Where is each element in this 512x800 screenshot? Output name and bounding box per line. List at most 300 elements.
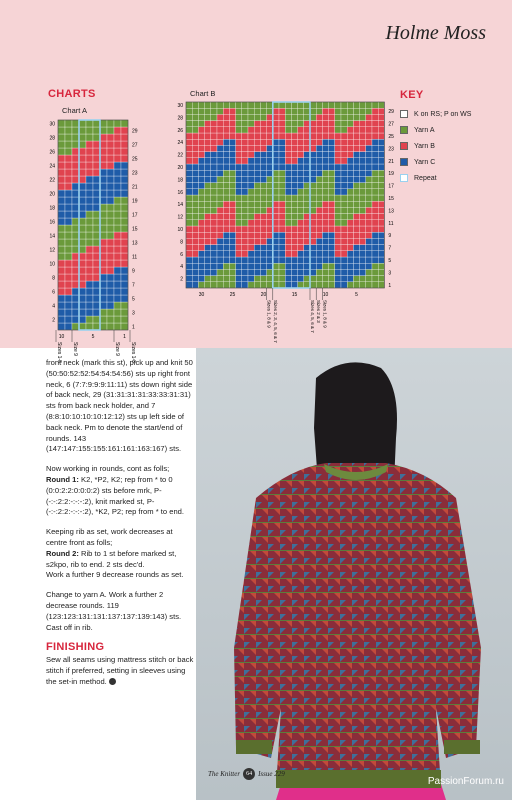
- chart-cell: [322, 183, 328, 189]
- chart-cell: [248, 183, 254, 189]
- chart-cell: [186, 121, 192, 127]
- chart-cell: [310, 189, 316, 195]
- chart-cell: [114, 225, 121, 232]
- chart-cell: [121, 323, 128, 330]
- chart-cell: [341, 127, 347, 133]
- chart-cell: [58, 183, 65, 190]
- chart-cell: [279, 263, 285, 269]
- chart-cell: [217, 269, 223, 275]
- chart-cell: [211, 282, 217, 288]
- chart-cell: [347, 276, 353, 282]
- chart-cell: [366, 121, 372, 127]
- chart-cell: [65, 148, 72, 155]
- chart-cell: [248, 214, 254, 220]
- chart-cell: [205, 282, 211, 288]
- chart-cell: [86, 190, 93, 197]
- chart-cell: [242, 238, 248, 244]
- chart-cell: [353, 152, 359, 158]
- row-label-right: 15: [132, 226, 138, 233]
- chart-cell: [198, 269, 204, 275]
- chart-cell: [223, 195, 229, 201]
- chart-cell: [298, 133, 304, 139]
- chart-cell: [211, 145, 217, 151]
- chart-cell: [229, 114, 235, 120]
- chart-cell: [353, 121, 359, 127]
- chart-cell: [114, 218, 121, 225]
- chart-cell: [72, 323, 79, 330]
- chart-cell: [100, 295, 107, 302]
- chart-cell: [310, 176, 316, 182]
- chart-cell: [223, 257, 229, 263]
- chart-cell: [310, 139, 316, 145]
- chart-cell: [79, 134, 86, 141]
- chart-cell: [267, 102, 273, 108]
- chart-cell: [254, 220, 260, 226]
- chart-cell: [267, 214, 273, 220]
- row-label-right: 25: [132, 156, 138, 163]
- chart-cell: [304, 102, 310, 108]
- chart-cell: [65, 176, 72, 183]
- chart-cell: [366, 158, 372, 164]
- chart-cell: [360, 257, 366, 263]
- chart-cell: [360, 189, 366, 195]
- row-label-left: 14: [49, 233, 55, 240]
- row-label-left: 20: [49, 191, 55, 198]
- chart-cell: [192, 276, 198, 282]
- chart-cell: [378, 176, 384, 182]
- chart-cell: [186, 170, 192, 176]
- chart-cell: [236, 183, 242, 189]
- chart-cell: [248, 201, 254, 207]
- chart-cell: [353, 183, 359, 189]
- chart-cell: [298, 145, 304, 151]
- chart-cell: [65, 246, 72, 253]
- chart-cell: [211, 139, 217, 145]
- chart-cell: [186, 282, 192, 288]
- row-label-right: 11: [388, 220, 394, 227]
- chart-cell: [242, 127, 248, 133]
- chart-cell: [121, 197, 128, 204]
- chart-cell: [372, 263, 378, 269]
- chart-cell: [192, 238, 198, 244]
- chart-cell: [353, 189, 359, 195]
- chart-cell: [285, 245, 291, 251]
- chart-cell: [298, 102, 304, 108]
- chart-cell: [267, 114, 273, 120]
- chart-cell: [58, 288, 65, 295]
- chart-cell: [322, 164, 328, 170]
- chart-cell: [310, 170, 316, 176]
- chart-cell: [260, 164, 266, 170]
- chart-cell: [229, 257, 235, 263]
- chart-cell: [347, 201, 353, 207]
- chart-cell: [223, 276, 229, 282]
- chart-cell: [291, 114, 297, 120]
- chart-cell: [205, 276, 211, 282]
- chart-cell: [58, 197, 65, 204]
- chart-cell: [223, 201, 229, 207]
- chart-cell: [211, 257, 217, 263]
- chart-cell: [360, 220, 366, 226]
- chart-cell: [79, 169, 86, 176]
- chart-cell: [285, 257, 291, 263]
- row-label-left: 4: [180, 264, 183, 271]
- chart-cell: [360, 183, 366, 189]
- chart-cell: [378, 195, 384, 201]
- chart-cell: [121, 253, 128, 260]
- chart-cell: [260, 269, 266, 275]
- row-label-right: 9: [132, 268, 135, 275]
- row-label-right: 3: [132, 310, 135, 317]
- chart-cell: [267, 276, 273, 282]
- chart-cell: [335, 214, 341, 220]
- row-label-right: 25: [388, 133, 394, 140]
- chart-cell: [378, 276, 384, 282]
- chart-cell: [347, 226, 353, 232]
- row-label-right: 1: [132, 324, 135, 331]
- chart-cell: [347, 251, 353, 257]
- chart-cell: [223, 152, 229, 158]
- chart-cell: [329, 245, 335, 251]
- chart-cell: [205, 139, 211, 145]
- chart-cell: [353, 220, 359, 226]
- row-label-right: 21: [132, 184, 138, 191]
- chart-cell: [285, 170, 291, 176]
- chart-cell: [366, 176, 372, 182]
- page-number: 64: [243, 768, 255, 780]
- chart-cell: [322, 139, 328, 145]
- chart-cell: [285, 158, 291, 164]
- row-label-left: 14: [177, 202, 183, 209]
- chart-cell: [372, 158, 378, 164]
- chart-cell: [366, 245, 372, 251]
- chart-cell: [107, 246, 114, 253]
- chart-cell: [211, 245, 217, 251]
- chart-cell: [360, 207, 366, 213]
- chart-cell: [72, 309, 79, 316]
- chart-cell: [335, 108, 341, 114]
- chart-cell: [347, 207, 353, 213]
- chart-cell: [192, 127, 198, 133]
- chart-cell: [236, 102, 242, 108]
- chart-cell: [211, 127, 217, 133]
- chart-cell: [217, 114, 223, 120]
- chart-cell: [192, 282, 198, 288]
- chart-cell: [186, 269, 192, 275]
- chart-cell: [192, 108, 198, 114]
- row-label-left: 12: [177, 214, 183, 221]
- chart-cell: [72, 267, 79, 274]
- chart-cell: [248, 226, 254, 232]
- chart-cell: [86, 127, 93, 134]
- row-label-left: 24: [49, 163, 55, 170]
- chart-cell: [353, 102, 359, 108]
- chart-cell: [378, 183, 384, 189]
- chart-cell: [121, 134, 128, 141]
- chart-cell: [366, 189, 372, 195]
- chart-cell: [217, 121, 223, 127]
- paragraph-rounds: Now working in rounds, cont as folls; Round 1: K2, *P2, K2; rep from * to 0 (0:0:2:2:0:0:0:2) sts before mrk, P- (-:-:2:2:-:-:-:2), knit marked st, P- (-:-:2:2:-:-:-:2), *K2, P2; rep from * to end.: [46, 464, 185, 517]
- row-label-left: 26: [49, 149, 55, 156]
- chart-cell: [267, 232, 273, 238]
- chart-cell: [298, 201, 304, 207]
- chart-cell: [316, 251, 322, 257]
- chart-cell: [378, 201, 384, 207]
- chart-cell: [248, 257, 254, 263]
- chart-cell: [121, 218, 128, 225]
- chart-cell: [248, 220, 254, 226]
- chart-cell: [329, 207, 335, 213]
- chart-cell: [93, 281, 100, 288]
- chart-cell: [114, 309, 121, 316]
- col-label: 10: [58, 334, 65, 340]
- chart-cell: [316, 195, 322, 201]
- chart-cell: [114, 155, 121, 162]
- chart-cell: [316, 201, 322, 207]
- chart-cell: [236, 152, 242, 158]
- chart-cell: [304, 176, 310, 182]
- chart-cell: [378, 170, 384, 176]
- chart-cell: [335, 189, 341, 195]
- chart-cell: [217, 139, 223, 145]
- chart-cell: [86, 253, 93, 260]
- chart-cell: [322, 102, 328, 108]
- chart-cell: [114, 239, 121, 246]
- chart-cell: [248, 263, 254, 269]
- chart-cell: [223, 158, 229, 164]
- size-label: Sizes 2 & 3: [316, 300, 322, 323]
- red-swatch-icon: [400, 142, 408, 150]
- chart-cell: [316, 232, 322, 238]
- chart-cell: [79, 120, 86, 127]
- chart-cell: [378, 214, 384, 220]
- chart-cell: [186, 189, 192, 195]
- page-title: Holme Moss: [385, 22, 486, 44]
- chart-cell: [248, 102, 254, 108]
- chart-cell: [114, 176, 121, 183]
- chart-cell: [86, 176, 93, 183]
- chart-cell: [72, 211, 79, 218]
- chart-cell: [186, 158, 192, 164]
- chart-cell: [198, 121, 204, 127]
- chart-cell: [198, 282, 204, 288]
- row-label-left: 4: [52, 303, 55, 310]
- chart-cell: [79, 148, 86, 155]
- chart-cell: [205, 251, 211, 257]
- col-label: 15: [291, 292, 298, 298]
- chart-cell: [267, 207, 273, 213]
- chart-cell: [93, 218, 100, 225]
- chart-cell: [273, 282, 279, 288]
- chart-cell: [316, 164, 322, 170]
- chart-cell: [260, 127, 266, 133]
- chart-cell: [198, 245, 204, 251]
- chart-cell: [298, 176, 304, 182]
- chart-cell: [242, 276, 248, 282]
- chart-cell: [79, 183, 86, 190]
- chart-cell: [372, 220, 378, 226]
- chart-cell: [316, 176, 322, 182]
- chart-cell: [93, 253, 100, 260]
- chart-cell: [205, 183, 211, 189]
- chart-cell: [192, 232, 198, 238]
- chart-cell: [186, 183, 192, 189]
- chart-cell: [236, 207, 242, 213]
- col-label: 5: [91, 334, 95, 340]
- chart-cell: [192, 114, 198, 120]
- chart-cell: [236, 276, 242, 282]
- chart-cell: [93, 232, 100, 239]
- chart-cell: [211, 220, 217, 226]
- chart-cell: [273, 269, 279, 275]
- chart-cell: [335, 220, 341, 226]
- chart-cell: [353, 269, 359, 275]
- chart-cell: [273, 127, 279, 133]
- charts-heading: CHARTS: [48, 88, 96, 100]
- chart-cell: [192, 201, 198, 207]
- chart-cell: [360, 276, 366, 282]
- chart-cell: [72, 316, 79, 323]
- chart-cell: [353, 232, 359, 238]
- chart-cell: [65, 225, 72, 232]
- chart-cell: [347, 282, 353, 288]
- chart-cell: [310, 238, 316, 244]
- chart-cell: [114, 232, 121, 239]
- chart-cell: [107, 141, 114, 148]
- chart-cell: [347, 176, 353, 182]
- chart-cell: [211, 114, 217, 120]
- row-label-left: 16: [49, 219, 55, 226]
- chart-cell: [273, 207, 279, 213]
- chart-cell: [341, 139, 347, 145]
- chart-cell: [223, 139, 229, 145]
- chart-cell: [285, 102, 291, 108]
- row-label-left: 16: [177, 189, 183, 196]
- chart-cell: [248, 108, 254, 114]
- chart-cell: [372, 245, 378, 251]
- chart-cell: [65, 302, 72, 309]
- chart-cell: [205, 195, 211, 201]
- chart-cell: [198, 257, 204, 263]
- chart-cell: [114, 169, 121, 176]
- chart-cell: [304, 226, 310, 232]
- chart-cell: [114, 141, 121, 148]
- chart-cell: [291, 183, 297, 189]
- chart-cell: [107, 267, 114, 274]
- chart-cell: [192, 102, 198, 108]
- chart-cell: [236, 257, 242, 263]
- chart-cell: [341, 195, 347, 201]
- chart-b-grid: [168, 98, 394, 348]
- chart-cell: [267, 220, 273, 226]
- chart-cell: [372, 133, 378, 139]
- chart-cell: [329, 214, 335, 220]
- chart-cell: [192, 133, 198, 139]
- chart-cell: [254, 127, 260, 133]
- key-item-repeat: Repeat: [400, 174, 437, 182]
- chart-cell: [72, 134, 79, 141]
- chart-cell: [366, 145, 372, 151]
- chart-cell: [279, 232, 285, 238]
- chart-cell: [114, 267, 121, 274]
- chart-cell: [360, 121, 366, 127]
- chart-cell: [372, 251, 378, 257]
- chart-cell: [279, 164, 285, 170]
- chart-cell: [329, 257, 335, 263]
- chart-cell: [65, 295, 72, 302]
- chart-cell: [260, 158, 266, 164]
- chart-cell: [335, 158, 341, 164]
- chart-cell: [254, 139, 260, 145]
- chart-cell: [279, 282, 285, 288]
- chart-cell: [86, 134, 93, 141]
- chart-cell: [341, 164, 347, 170]
- chart-cell: [100, 253, 107, 260]
- chart-cell: [229, 158, 235, 164]
- chart-cell: [198, 158, 204, 164]
- chart-cell: [100, 211, 107, 218]
- chart-cell: [242, 214, 248, 220]
- chart-cell: [360, 139, 366, 145]
- key-item-yarn-a: Yarn A: [400, 126, 435, 134]
- chart-cell: [254, 282, 260, 288]
- chart-cell: [192, 139, 198, 145]
- chart-cell: [353, 114, 359, 120]
- size-label: Sizes 1, 8 & 9: [322, 300, 328, 328]
- chart-cell: [217, 152, 223, 158]
- chart-cell: [217, 176, 223, 182]
- chart-cell: [192, 158, 198, 164]
- size-label: Sizes 1, 8 & 9: [266, 300, 272, 328]
- chart-cell: [242, 108, 248, 114]
- chart-cell: [329, 170, 335, 176]
- chart-cell: [65, 141, 72, 148]
- chart-cell: [366, 214, 372, 220]
- paragraph-finishing: Sew all seams using mattress stitch or back stitch if preferred, setting in sleeves using the set-in method.: [46, 655, 194, 686]
- chart-cell: [100, 120, 107, 127]
- chart-cell: [217, 158, 223, 164]
- chart-cell: [79, 232, 86, 239]
- chart-cell: [93, 176, 100, 183]
- chart-cell: [254, 133, 260, 139]
- chart-cell: [79, 225, 86, 232]
- chart-cell: [335, 102, 341, 108]
- chart-cell: [353, 176, 359, 182]
- chart-cell: [205, 214, 211, 220]
- chart-cell: [217, 164, 223, 170]
- chart-cell: [93, 190, 100, 197]
- chart-cell: [211, 214, 217, 220]
- chart-cell: [279, 176, 285, 182]
- chart-cell: [217, 245, 223, 251]
- chart-cell: [72, 162, 79, 169]
- chart-cell: [298, 282, 304, 288]
- chart-cell: [223, 127, 229, 133]
- chart-cell: [372, 114, 378, 120]
- chart-cell: [254, 164, 260, 170]
- chart-cell: [107, 148, 114, 155]
- chart-cell: [291, 133, 297, 139]
- chart-cell: [242, 226, 248, 232]
- chart-cell: [298, 269, 304, 275]
- chart-cell: [79, 127, 86, 134]
- chart-cell: [236, 201, 242, 207]
- chart-cell: [260, 176, 266, 182]
- chart-cell: [335, 195, 341, 201]
- chart-cell: [310, 127, 316, 133]
- chart-cell: [65, 253, 72, 260]
- chart-cell: [236, 232, 242, 238]
